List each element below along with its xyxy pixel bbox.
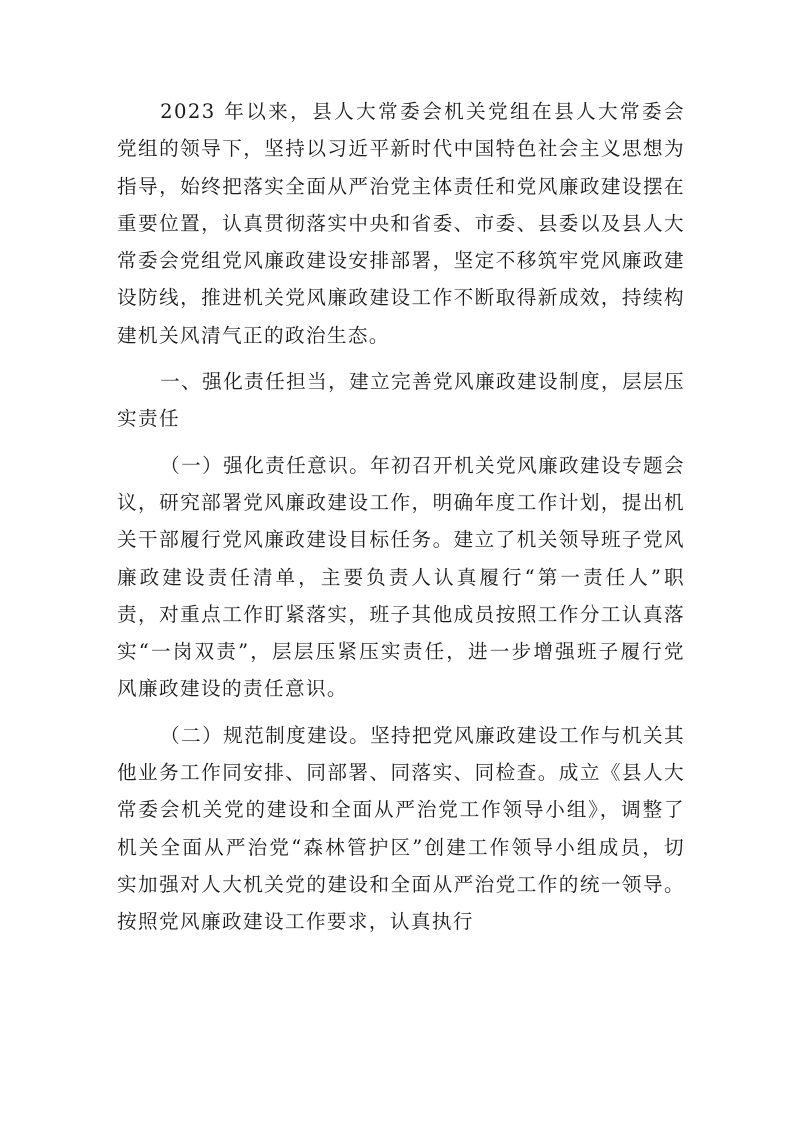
- subsection-paragraph-1: （一）强化责任意识。年初召开机关党风廉政建设专题会议，研究部署党风廉政建设工作，明确年度工作计划，提出机关干部履行党风廉政建设目标任务。建立了机关领导班子党风廉政建设责任清单，主要负责人认真履行“第一责任人”职责，对重点工作盯紧落实，班子其他成员按照工作分工认真落实“一岗双责”，层层压紧压实责任，进一步增强班子履行党风廉政建设的责任意识。: [117, 453, 685, 701]
- document-body: [117, 93, 685, 941]
- subsection-paragraph-2: （二）规范制度建设。坚持把党风廉政建设工作与机关其他业务工作同安排、同部署、同落实、同检查。成立《县人大常委会机关党的建设和全面从严治党工作领导小组》，调整了机关全面从严治党“森林管护区”创建工作领导小组成员，切实加强对人大机关党的建设和全面从严治党工作的统一领导。按照党风廉政建设工作要求，认真执行: [117, 723, 685, 934]
- intro-paragraph: 2023 年以来，县人大常委会机关党组在县人大常委会党组的领导下，坚持以习近平新时代中国特色社会主义思想为指导，始终把落实全面从严治党主体责任和党风廉政建设摆在重要位置，认真贯彻落实中央和省委、市委、县委以及县人大常委会党组党风廉政建设安排部署，坚定不移筑牢党风廉政建设防线，推进机关党风廉政建设工作不断取得新成效，持续构建机关风清气正的政治生态。: [117, 100, 685, 347]
- section-heading: 一、强化责任担当，建立完善党风廉政建设制度，层层压实责任: [117, 370, 685, 431]
